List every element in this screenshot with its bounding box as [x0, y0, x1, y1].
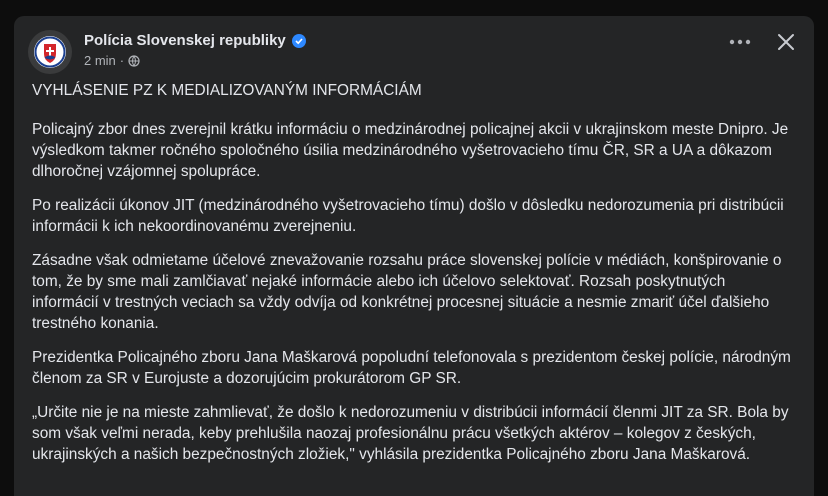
page-avatar[interactable]: [28, 30, 72, 74]
page-name-row: [84, 32, 306, 49]
post-paragraph-5: „Určite nie je na mieste zahmlievať, že došlo k nedorozumeniu v distribúcii informácií členmi JIT za SR. Bola by som však veľmi nerada, keby prehlušila naozaj profesionálnu prácu všetkých aktérov – kolegov z českých, ukrajinských a našich bezpečnostných zložiek," vyhlásila prezidentka Policajného zboru Jana Maškarová.: [32, 404, 789, 463]
post-timestamp[interactable]: 2 min: [84, 53, 116, 68]
post-card: [14, 16, 814, 496]
meta-separator: ·: [119, 53, 125, 68]
post-meta: [84, 53, 140, 68]
post-body: [32, 80, 792, 478]
post-paragraph-2: Po realizácii úkonov JIT (medzinárodného vyšetrovacieho tímu) došlo v dôsledku nedorozumenia pri distribúcii informácii k ich nekoordinovanému zverejneniu.: [32, 197, 784, 235]
post-paragraph-1: Policajný zbor dnes zverejnil krátku informáciu o medzinárodnej policajnej akcii v ukrajinskom meste Dnipro. Je výsledkom takmer ročného spoločného úsilia medzinárodného vyšetrovacieho tímu ČR, SR a UA a dôkazom dlhoročnej vzájomnej spolupráce.: [32, 121, 789, 180]
close-icon[interactable]: [774, 30, 798, 54]
police-emblem-icon: [33, 35, 67, 69]
post-paragraph-4: Prezidentka Policajného zboru Jana Maškarová popoludní telefonovala s prezidentom českej polície, národným členom za SR v Eurojuste a dozorujúcim prokurátorom GP SR.: [32, 349, 791, 387]
more-options-icon[interactable]: [728, 30, 752, 54]
globe-icon: [128, 55, 140, 67]
post-actions: [728, 30, 798, 54]
verified-badge-icon: [292, 34, 306, 48]
page-name-link[interactable]: Polícia Slovenskej republiky: [84, 32, 286, 49]
post-paragraph-3: Zásadne však odmietame účelové znevažovanie rozsahu práce slovenskej polície v médiách, konšpirovanie o tom, že by sme mali zamlčiavať nejaké informácie alebo ich účelovo selektovať. Rozsah poskytnutých informácií v trestných veciach sa vždy odvíja od konkrétnej procesnej situácie a nesmie zmariť účel ďalšieho trestného konania.: [32, 252, 782, 332]
post-title: VYHLÁSENIE PZ K MEDIALIZOVANÝM INFORMÁCIÁM: [32, 82, 422, 99]
post-header: [28, 30, 800, 80]
